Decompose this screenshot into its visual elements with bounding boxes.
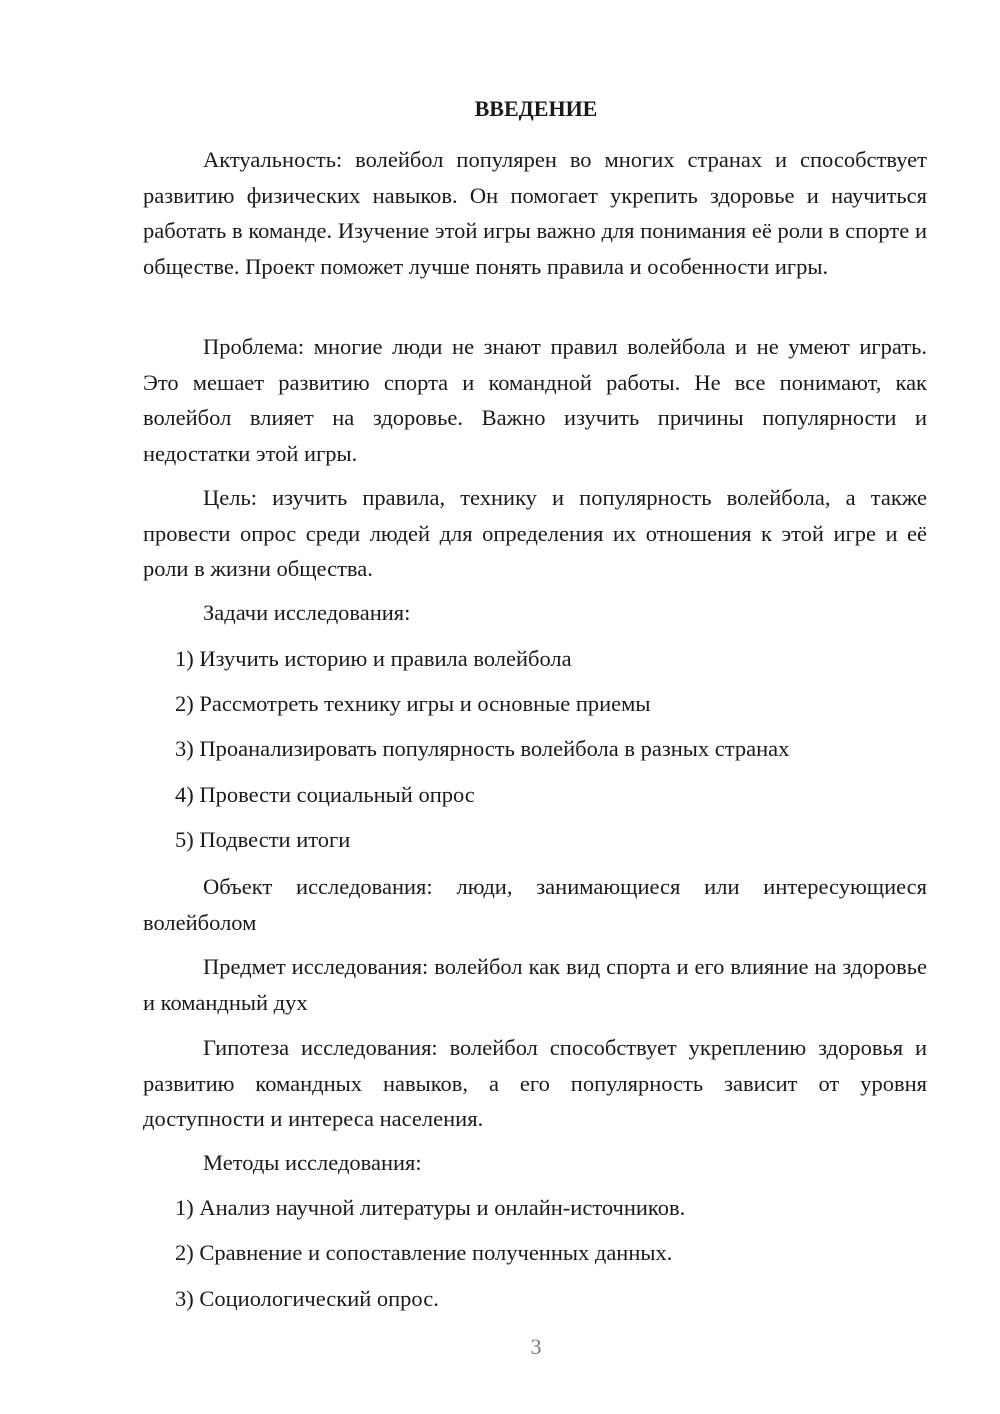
page-number: 3 [530, 1334, 542, 1359]
task-item: 4) Провести социальный опрос [175, 782, 475, 807]
task-item: 3) Проанализировать популярность волейбола в разных странах [175, 736, 790, 761]
method-item: 1) Анализ научной литературы и онлайн-источников. [175, 1195, 686, 1220]
task-item: 1) Изучить историю и правила волейбола [175, 646, 572, 671]
method-item: 3) Социологический опрос. [175, 1286, 439, 1311]
method-item: 2) Сравнение и сопоставление полученных данных. [175, 1240, 673, 1265]
problem-paragraph: Проблема: многие люди не знают правил волейбола и не умеют играть. Это мешает развитию спорта и командной работы. Не все понимают, как волейбол влияет на здоровье. Важно изучить причины популярности и недостатки этой игры. [143, 334, 927, 466]
task-item: 5) Подвести итоги [175, 827, 351, 852]
tasks-heading: Задачи исследования: [203, 600, 411, 625]
relevance-paragraph: Актуальность: волейбол популярен во многих странах и способствует развитию физических навыков. Он помогает укрепить здоровье и научиться работать в команде. Изучение этой игры важно для понимания её роли в спорте и обществе. Проект поможет лучше понять правила и особенности игры. [143, 147, 927, 279]
object-paragraph: Объект исследования: люди, занимающиеся или интересующиеся волейболом [143, 874, 927, 935]
task-item: 2) Рассмотреть технику игры и основные приемы [175, 691, 651, 716]
goal-paragraph: Цель: изучить правила, технику и популярность волейбола, а также провести опрос среди людей для определения их отношения к этой игре и её роли в жизни общества. [143, 485, 927, 581]
hypothesis-paragraph: Гипотеза исследования: волейбол способствует укреплению здоровья и развитию командных навыков, а его популярность зависит от уровня доступности и интереса населения. [143, 1035, 927, 1131]
page-title: ВВЕДЕНИЕ [474, 96, 598, 121]
methods-heading: Методы исследования: [203, 1150, 422, 1175]
subject-paragraph: Предмет исследования: волейбол как вид спорта и его влияние на здоровье и командный дух [143, 954, 927, 1015]
